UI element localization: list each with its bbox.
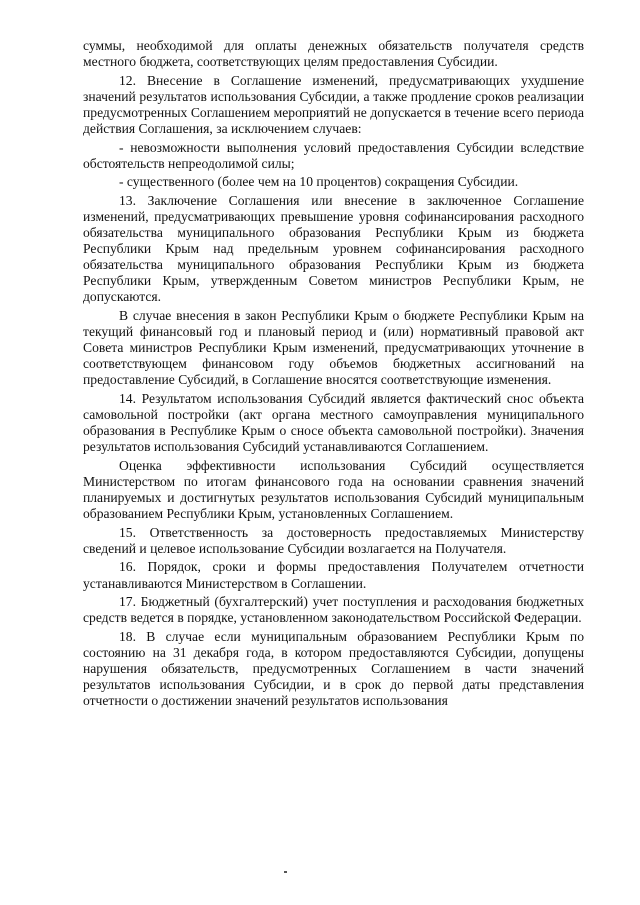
paragraph-13: 13. Заключение Соглашения или внесение в заключенное Соглашение изменений, предусматривающих превышение уровня софинансирования расходного обязательства муниципального образования Республики Крым из бюджета Республики Крым над предельным уровнем софинансирования расходного обязательства муниципального образования Республики Крым из бюджета Республики Крым, утвержденным Советом министров Республики Крым, не допускаются.: [83, 192, 584, 305]
paragraph-14-evaluation: Оценка эффективности использования Субсидий осуществляется Министерством по итогам финансового года на основании сравнения значений планируемых и достигнутых результатов использования Субсидий муниципальным образованием Республики Крым, установленных Соглашением.: [83, 457, 584, 522]
document-body: [83, 38, 584, 709]
paragraph-13-budget-law: В случае внесения в закон Республики Крым о бюджете Республики Крым на текущий финансовый год и плановый период и (или) нормативный правовой акт Совета министров Республики Крым изменений, предусматривающих уточнение в соответствующем финансовом году объемов бюджетных ассигнований на предоставление Субсидий, в Соглашение вносятся соответствующие изменения.: [83, 308, 584, 388]
exception-item-force-majeure: - невозможности выполнения условий предоставления Субсидии вследствие обстоятельств непреодолимой силы;: [83, 139, 584, 171]
paragraph-12: 12. Внесение в Соглашение изменений, предусматривающих ухудшение значений результатов использования Субсидии, а также продление сроков реализации предусмотренных Соглашением мероприятий не допускается в течение всего периода действия Соглашения, за исключением случаев:: [83, 72, 584, 136]
paragraph-17: 17. Бюджетный (бухгалтерский) учет поступления и расходования бюджетных средств ведется в порядке, установленном законодательством Российской Федерации.: [83, 594, 584, 626]
scan-speck: [284, 871, 287, 873]
exception-item-subsidy-reduction: - существенного (более чем на 10 процентов) сокращения Субсидии.: [119, 174, 519, 190]
paragraph-16: 16. Порядок, сроки и формы предоставления Получателем отчетности устанавливаются Министерством в Соглашении.: [83, 559, 584, 591]
paragraph-14: 14. Результатом использования Субсидий является фактический снос объекта самовольной постройки (акт органа местного самоуправления муниципального образования в Республике Крым о сносе объекта самовольной постройки). Значения результатов использования Субсидий устанавливаются Соглашением.: [83, 390, 584, 455]
paragraph-continuation: суммы, необходимой для оплаты денежных обязательств получателя средств местного бюджета, соответствующих целям предоставления Субсидии.: [83, 38, 584, 70]
paragraph-15: 15. Ответственность за достоверность предоставляемых Министерству сведений и целевое использование Субсидии возлагается на Получателя.: [83, 524, 584, 556]
paragraph-18: 18. В случае если муниципальным образованием Республики Крым по состоянию на 31 декабря года, в котором предоставляются Субсидии, допущены нарушения обязательств, предусмотренных Соглашением в части значений результатов использования Субсидии, и в срок до первой даты представления отчетности о достижении значений результатов использования: [83, 628, 584, 709]
